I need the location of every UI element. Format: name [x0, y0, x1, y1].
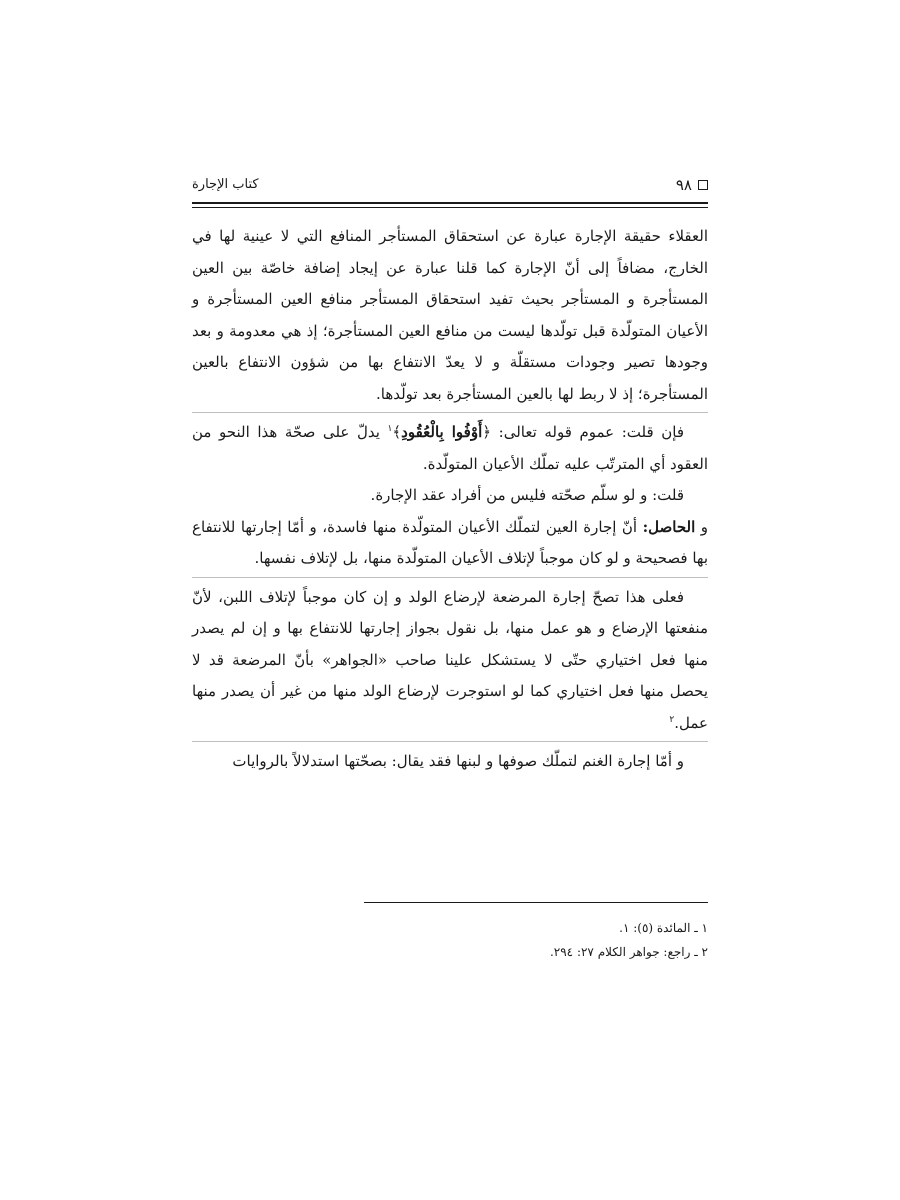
paragraph-2-start: فإن قلت: عموم قوله تعالى: ﴿ [482, 423, 684, 441]
paragraph-4-prefix: و [695, 517, 708, 536]
paragraph-5 [192, 582, 708, 740]
main-text [192, 221, 708, 778]
paragraph-divider [192, 577, 708, 578]
paragraph-4-rest: أنّ إجارة العين لتملّك الأعيان المتولّدة منها فاسدة، و أمّا إجارتها للانتفاع بها فصحيحة و لو كان موجباً لإتلاف الأعيان المتولّدة منها، بل لإتلاف نفسها. [192, 517, 708, 567]
conclusion-keyword: الحاصل: [642, 517, 696, 536]
footnote-2: ٢ ـ راجع: جواهر الكلام ٢٧: ٢٩٤. [549, 945, 708, 959]
header-rule [192, 202, 708, 204]
footnote-rule [364, 902, 708, 903]
paragraph-5-text: فعلى هذا تصحّ إجارة المرضعة لإرضاع الولد و إن كان موجباً لإتلاف اللبن، لأنّ منفعتها الإرضاع و هو عمل منها، بل نقول بجواز إجارتها للانتفاع بها و إن لم يصدر منها فعل اختياري حتّى لا يستشكل علينا صاحب «الجواهر» بأنّ المرضعة قد لا يحصل منها فعل اختياري كما لو استوجرت لإرضاع الولد منها من غير أن يصدر منها عمل. [192, 587, 708, 732]
paragraph-3: قلت: و لو سلّم صحّته فليس من أفراد عقد الإجارة. [370, 486, 684, 504]
paragraph-2-rest: يدلّ على صحّة هذا النحو من العقود أي المترتّب عليه تملّك الأعيان المتولّدة. [192, 423, 708, 473]
header-rule-thin [192, 207, 708, 208]
footnotes [192, 916, 708, 964]
footnote-1: ١ ـ المائدة (٥): ١. [619, 921, 708, 935]
paragraph-4 [192, 512, 708, 575]
paragraph-divider [192, 741, 708, 742]
page-number-text: ٩٨ [675, 176, 692, 194]
paragraph-divider [192, 412, 708, 413]
page-header [192, 176, 708, 200]
paragraph-1: العقلاء حقيقة الإجارة عبارة عن استحقاق المستأجر المنافع التي لا عينية لها في الخارج، مضافاً إلى أنّ الإجارة كما قلنا عبارة عن إيجاد إضافة خاصّة بين العين المستأجرة و المستأجر بحيث تفيد استحقاق المستأجر منافع العين المستأجرة و الأعيان المتولّدة قبل تولّدها ليست من منافع العين المستأجرة؛ إذ هي معدومة و بعد وجودها تصير وجودات مستقلّة و لا يعدّ الانتفاع بها من شؤون الانتفاع بالعين المستأجرة؛ إذ لا ربط لها بالعين المستأجرة بعد تولّدها. [192, 227, 708, 403]
footnote-ref-1[interactable]: ١ [387, 424, 393, 434]
square-icon [698, 180, 708, 190]
page-number [676, 176, 708, 194]
quran-quote: أَوْفُوا بِالْعُقُودِ [401, 423, 483, 441]
running-title: كتاب الإجارة [192, 177, 259, 192]
paragraph-2 [192, 417, 708, 480]
paragraph-6: و أمّا إجارة الغنم لتملّك صوفها و لبنها فقد يقال: بصحّتها استدلالاً بالروايات [232, 752, 684, 770]
footnote-ref-2[interactable]: ٢ [669, 714, 675, 725]
quote-close: ﴾ [392, 423, 402, 441]
